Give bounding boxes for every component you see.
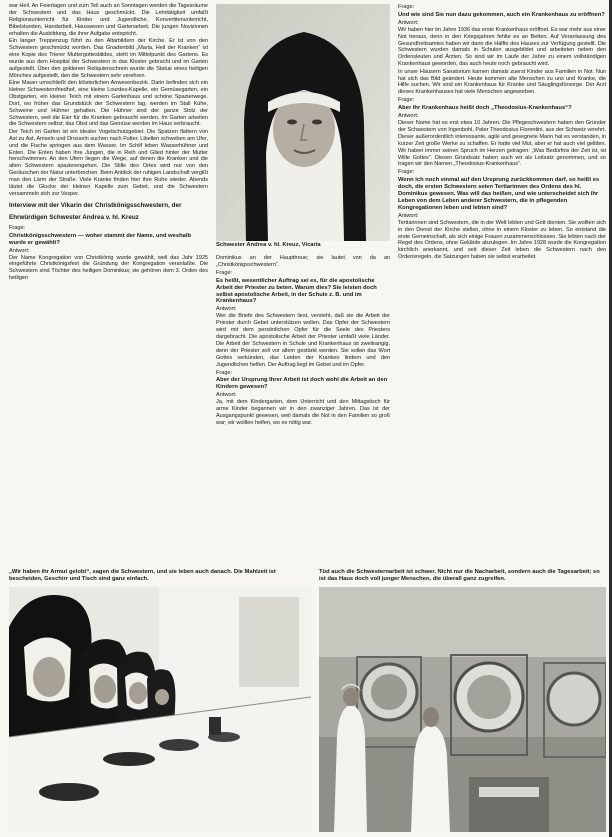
answer: In unser Häusern Sanatorium kamen damals zuerst Kinder aus Familien in Not. Nun hat sich das Bild geändert. Heute kommen alte Menschen zu uns und Kranke, die Hilfe suchen. Wir sind ein Krankenhaus für Kranke und Säuglingsfürsorge. Der Arzt dieses Krankenhauses hat viele Menschen angeworben. (398, 68, 606, 96)
question: Aber Ihr Krankenhaus heißt doch „Theodosius-Krankenhaus“? (398, 105, 572, 112)
question: Es heißt, wesentlicher Auftrag sei es, für die apostolische Arbeit der Priester zu beten. Warum dies? Sie leisten doch selbst apostolische Arbeit, in der Schule z. B. und im Krankenhaus? (216, 277, 377, 305)
question-label: Frage: (216, 369, 233, 376)
answer-label: Antwort: (216, 392, 237, 399)
answer: Ja, mit dem Kindergarten, dem Unterricht und den Mittagstisch für arme Kinder begannen wir in den zwanziger Jahren. Das ist der Ausgangspunkt gewesen, weil damals die Not in den Familien so groß war; wir wollten helfen, wo es nötig war. (216, 399, 390, 426)
column-1 (9, 3, 208, 570)
question: Wenn ich noch einmal auf den Ursprung zurückkommen darf, so heißt es doch, die ersten Schwestern seien Tertiarinnen des Ordens des hl. Dominikus gewesen. Was will das heißen, und wie unterscheidet sich ihr Leben von dem Leben anderer Schwestern, die in pflegenden Kongregationen leben und lebten sind? (398, 177, 600, 211)
article-paragraph: war Heil. An Feiertagen und zum Teil auch an Sonntagen werden die Tagesräume der Schwestern und das Haus geschmückt. Die Lehrtätigkeit umfaßt Religionsunterricht für Kinder und Jugendliche, Konvertitenunterricht, Bibelstunden, Handarbeit, Hauswesen und Gartenarbeit. Die jungen Novizinnen erhalten die Ausbildung, die ihrer Aufgabe entspricht. (9, 3, 208, 37)
column-3 (398, 3, 606, 567)
question: Christkönigsschwestern — woher stammt der Name, und weshalb wurde er gewählt? (9, 232, 192, 246)
question-label: Frage: (216, 269, 233, 276)
answer-label: Antwort: (9, 247, 30, 254)
portrait-photo (216, 4, 390, 241)
portrait-caption: Schwester Andrea v. hl. Kreuz, Vicaria (216, 242, 321, 248)
article-paragraph: Der Teich im Garten ist ein idealer Vogelschutzgebiet. Die Spatzen flattern von Ast zu Ast, Amseln und Drosseln suchen nach Futter. Libellen schweben am Ufer, und die Fische springen aus dem Wasser. Im Schilf leben Wasserhühner und Enten. Die Enten haben ihre Jungen, die in Reih und Glied hinter der Mutter herschwimmen. An den Ufern liegen die Wege, auf denen die Kranken und die alten Schwestern spazierengehen. Die Stille des Ortes wird nur von den Geräuschen der Natur unterbrochen. Beim Anblick der ruhigen Landschaft vergißt man den Lärm der Straße. Viele Kranke finden hier ihre Ruhe wieder. Abends läutet die Glocke der kleinen Kapelle zum Gebet, und die Schwestern versammeln sich zur Vesper. (9, 128, 208, 197)
dining-photo (9, 587, 311, 832)
dining-photo-caption: „Wir haben ihr Armut gelobt“, sagen die Schwestern, und sie leben auch danach. Die Mahlzeit ist bescheiden, Geschirr und Tisch sind ganz einfach. (9, 569, 276, 582)
laundry-photo (319, 587, 606, 832)
question-label: Frage: (398, 4, 415, 10)
article-paragraph: Eine Mauer umschließt den klösterlichen Anwesenbezirk. Darin befinden sich ein kleiner Schwesternfriedhof, eine kleine Lourdes-Kapelle, ein Gemüsegarten, ein Obstgarten, ein kleiner Teich mit einem Gartenhaus und schöne Spazierwege. Dort, wo früher das Grundstück der Schwestern lag, werden im Stall Kühe, Schweine und Hühner gehalten. Die Hühner sind der ganze Stolz der Schwestern, weil die Eier für die Kranken gebraucht werden. Im Garten arbeiten die Schwestern selbst; das Obst und das Gemüse werden im Haus verbraucht. (9, 79, 208, 128)
article-paragraph: Ein langer Treppenzug führt zu den Altarbildern der Kirche. Er ist von den Schwestern geschmückt worden. Das Gnadenbild „Maria, Heil der Kranken“ ist eine Kopie des Trierer Muttergottesbildes, steht im Mittelpunkt des Gartens. Es wurde aus dem Hospital der Schwestern in das Kloster gebracht und im Garten aufgestellt. Über den goldenen Reliquienschrein wurde die Statue eines heiligen Mönches aufgestellt, den die Schwestern sehr verehren. (9, 38, 208, 79)
question-label: Frage: (398, 169, 415, 176)
nuns-at-table-image (9, 587, 311, 832)
answer: Wer die Briefe des Schwestern liest, versteht, daß sie die Arbeit der Priester durch Gebet unterstützen wollen. Das Opfer der Schwestern wird mit dem persönlichen Opfer für die Seele des Priesters dargebracht. Die apostolische Arbeit der Priester umfaßt viele Länder. Die Arbeit der Schwestern in Schule und Krankenhaus ist zweitrangig, denn der Priester soll vor allem gestärkt werden. Sie sollen das Wort Gottes verkünden, das Leiden der Kranken lindern und den Jugendlichen helfen. Der Auftrag liegt im Gebet und im Opfer. (216, 313, 390, 368)
laundry-photo-caption: Tüd auch die Schwesternarbeit ist schwer. Nicht nur die Nacharbeit, sondern auch die Tagesarbeit; so ist das Haus doch voll junger Menschen, die überall ganz zugreifen. (319, 569, 600, 582)
answer: Der Name Kongregation von Christkönig wurde gewählt, weil das Jahr 1925 eingeführte Christkönigsfest die Gründung der Kongregation veranlaßte. Die Schwestern sind Töchter des heiligen Dominikus; sie gehören dem 3. Orden des heiligen (9, 254, 208, 282)
question: Aber der Ursprung Ihrer Arbeit ist doch wohl die Arbeit an den Kindern gewesen? (216, 377, 388, 391)
question-label: Frage: (398, 97, 415, 104)
article-paragraph: Dominikus an der Haupttreue; sie lautet von da an „Christkönigsschwestern“. (216, 255, 390, 268)
nun-portrait-image (216, 4, 390, 241)
answer-label: Antwort: (398, 113, 419, 120)
answer-label: Antwort: (398, 212, 419, 219)
laundry-room-image (319, 587, 606, 832)
answer-label: Antwort: (216, 306, 237, 313)
answer: Dieser Name hat es erst etwa 10 Jahren. Die Pflegeschwestern haben den Gründer der Schwestern von Ingenbohl, Pater Theodosius Florentini, aus der Schweiz verehrt. Dieser außerordentlich interessante, agile und gesegnete Mann hat es verstanden, in kurzer Zeit große Werke zu schaffen. Er hatte viel Mut, aber er hat auch viel gelitten. Wir haben immer seinen Spruch im Herzen getragen: „Was Bedürfnis der Zeit ist, ist Wille Gottes“. Diesen Grundsatz haben auch wir als Leitsatz genommen, und so tragen wir den Namen „Theodosius-Krankenhaus“. (398, 120, 606, 168)
answer: Wir haben hier im Jahre 1936 das erste Krankenhaus eröffnet. Es war mehr aus einer Not heraus, denn in den Kriegsjahren fehlte es an Betten. Auf Veranlassung des Gesundheitsamtes haben wir dann die Hälfte des Hauses zur Verfügung gestellt. Die Schwestern wurden damals in Schulen ausgebildet und arbeiteten neben den Ordensleuten und Ärzten. So sind wir im Laufe der Jahre zu einem vollständigen Krankenhaus geworden, das auch heute noch gebraucht wird. (398, 26, 606, 68)
answer-label: Antwort: (398, 19, 419, 26)
answer: Tertiarinnen sind Schwestern, die in der Welt lebten und Gott dienten. Sie wollten sich in den Dienst der Kirche stellen, ohne in einem Kloster zu leben. So entstand die erste Gemeinschaft, als sich einige Frauen zusammenschlossen. Sie lebten nach der Regel des Ordens, ohne Gelübde abzulegen. Im Jahre 1928 wurde die Kongregation kirchlich anerkannt, und seit dieser Zeit leben die Schwestern nach den Ordensregeln, die Satzungen haben sie selbst erarbeitet. (398, 219, 606, 261)
question: Und wie sind Sie nun dazu gekommen, auch ein Krankenhaus zu eröffnen? (398, 11, 605, 18)
interview-heading: Interview mit der Vikarin der Christkönigsschwestern, der Ehrwürdigen Schwester Andrea v. hl. Kreuz (9, 201, 182, 221)
question-label: Frage: (9, 224, 26, 231)
column-2 (216, 255, 390, 567)
